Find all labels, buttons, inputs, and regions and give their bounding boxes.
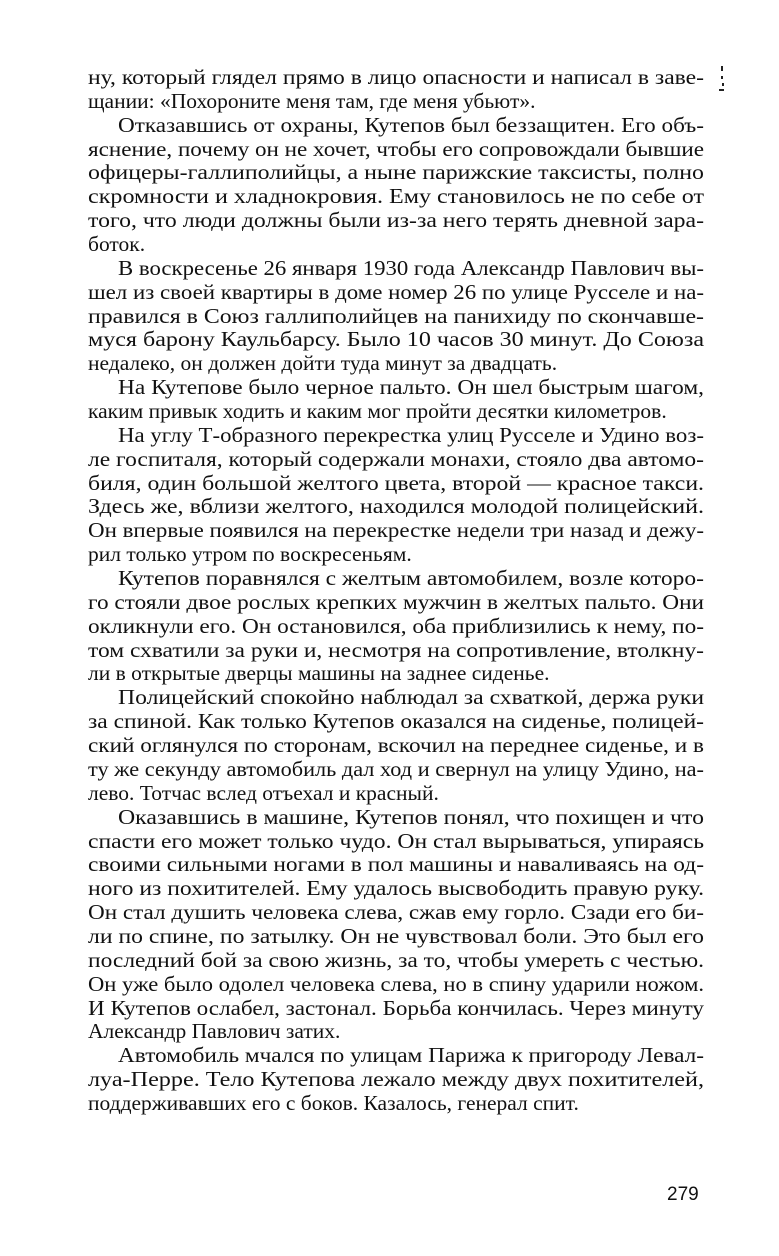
text-line-content: рил только утром по воскресеньям.	[88, 542, 412, 567]
text-line	[88, 853, 704, 877]
text-line	[88, 376, 704, 400]
text-line	[88, 615, 704, 639]
text-line	[88, 1092, 704, 1116]
text-line	[88, 639, 704, 663]
text-line	[88, 567, 704, 591]
paragraph	[88, 567, 704, 686]
text-line-content: Он впервые появился на перекрестке недели три назад и дежу-	[88, 518, 704, 543]
text-line-content: поддерживавших его с боков. Казалось, генерал спит.	[88, 1090, 579, 1115]
text-line	[88, 448, 704, 472]
text-line-content: каким привык ходить и каким мог пройти десятки километров.	[88, 399, 667, 424]
text-line	[88, 114, 704, 138]
text-line-content: ли в открытые дверцы машины на заднее сиденье.	[88, 661, 550, 686]
text-line-content: В воскресенье 26 января 1930 года Александр Павлович вы-	[118, 255, 704, 280]
paragraph	[88, 257, 704, 376]
text-line	[88, 1044, 704, 1068]
text-line	[88, 233, 704, 257]
text-line	[88, 782, 704, 806]
text-line	[88, 185, 704, 209]
text-line	[88, 424, 704, 448]
text-line-content: того, что люди должны были из-за него терять дневной зара-	[88, 208, 704, 233]
text-line-content: Он уже было одолел человека слева, но в спину ударили ножом.	[88, 971, 705, 996]
text-line	[88, 877, 704, 901]
text-line	[88, 901, 704, 925]
text-line-content: ский оглянулся по сторонам, вскочил на переднее сиденье, и в	[88, 733, 704, 758]
text-line-content: Автомобиль мчался по улицам Парижа к пригороду Левал-	[118, 1043, 704, 1068]
text-line	[88, 662, 704, 686]
paragraph	[88, 66, 704, 114]
text-line	[88, 495, 704, 519]
text-line	[88, 543, 704, 567]
text-line	[88, 1068, 704, 1092]
text-line-content: яснение, почему он не хочет, чтобы его сопровождали бывшие	[88, 136, 704, 161]
text-line	[88, 925, 704, 949]
text-line-content: лево. Тотчас вслед отъехал и красный.	[88, 780, 439, 805]
text-line	[88, 305, 704, 329]
text-line-content: правился в Союз галлиполийцев на панихиду по скончавше-	[88, 303, 704, 328]
text-line	[88, 591, 704, 615]
text-line	[88, 281, 704, 305]
text-line-content: На углу Т-образного перекрестка улиц Русселе и Удино воз-	[118, 422, 704, 447]
text-line	[88, 806, 704, 830]
text-line	[88, 758, 704, 782]
text-line-content: биля, один большой желтого цвета, второй — красное такси.	[88, 470, 704, 495]
text-line-content: Отказавшись от охраны, Кутепов был беззащитен. Его объ-	[118, 112, 704, 137]
text-line	[88, 90, 704, 114]
text-line	[88, 138, 704, 162]
text-line-content: На Кутепове было черное пальто. Он шел быстрым шагом,	[118, 375, 704, 400]
text-line	[88, 710, 704, 734]
text-line	[88, 66, 704, 90]
text-line-content: окликнули его. Он остановился, оба приблизились к нему, по-	[88, 613, 704, 638]
text-line	[88, 400, 704, 424]
text-line	[88, 209, 704, 233]
text-line-content: ли по спине, по затылку. Он не чувствовал боли. Это был его	[88, 923, 704, 948]
text-line-content: Здесь же, вблизи желтого, находился молодой полицейский.	[88, 494, 704, 519]
text-line-content: шел из своей квартиры в доме номер 26 по улице Русселе и на-	[88, 279, 704, 304]
text-line-content: боток.	[88, 232, 146, 257]
paragraph	[88, 1044, 704, 1116]
text-line	[88, 1020, 704, 1044]
paragraph	[88, 114, 704, 257]
paragraph	[88, 424, 704, 567]
text-line-content: ного из похитителей. Ему удалось высвободить правую руку.	[88, 876, 704, 901]
text-line-content: Кутепов поравнялся с желтым автомобилем, возле которо-	[118, 566, 704, 591]
text-line-content: за спиной. Как только Кутепов оказался на сиденье, полицей-	[88, 709, 704, 734]
text-line-content: скромности и хладнокровия. Ему становилось не по себе от	[88, 184, 704, 209]
text-line-content: Полицейский спокойно наблюдал за схваткой, держа руки	[118, 685, 704, 710]
text-line	[88, 830, 704, 854]
text-line	[88, 973, 704, 997]
text-line-content: ну, который глядел прямо в лицо опасности и написал в заве-	[88, 65, 704, 89]
text-line-content: муся барону Каульбарсу. Было 10 часов 30 минут. До Союза	[88, 327, 704, 352]
text-line-content: Александр Павлович затих.	[88, 1019, 341, 1044]
text-line-content: луа-Перре. Тело Кутепова лежало между двух похитителей,	[88, 1067, 704, 1092]
text-line	[88, 519, 704, 543]
text-line	[88, 352, 704, 376]
paragraph	[88, 686, 704, 805]
text-line	[88, 949, 704, 973]
text-line	[88, 997, 704, 1021]
paragraph	[88, 376, 704, 424]
page-number: 279	[667, 1184, 699, 1205]
text-line	[88, 686, 704, 710]
text-line-content: спасти его может только чудо. Он стал вырываться, упираясь	[88, 828, 704, 853]
text-line-content: го стояли двое рослых крепких мужчин в желтых пальто. Они	[88, 589, 704, 614]
text-line-content: своими сильными ногами в пол машины и наваливаясь на од-	[88, 852, 704, 877]
text-line-content: Оказавшись в машине, Кутепов понял, что похищен и что	[118, 804, 704, 829]
text-line-content: Он стал душить человека слева, сжав ему горло. Сзади его би-	[88, 900, 704, 925]
text-line-content: том схватили за руки и, несмотря на сопротивление, втолкну-	[88, 637, 704, 662]
text-line-content: ту же секунду автомобиль дал ход и свернул на улицу Удино, на-	[88, 756, 704, 781]
text-line-content: офицеры-галлиполийцы, а ныне парижские таксисты, полно	[88, 160, 704, 185]
text-line	[88, 161, 704, 185]
page-body-text	[88, 66, 704, 1116]
text-line	[88, 734, 704, 758]
text-line-content: ле госпиталя, который содержали монахи, стояло два автомо-	[88, 446, 704, 471]
margin-marks	[718, 66, 728, 96]
text-line	[88, 472, 704, 496]
paragraph	[88, 806, 704, 1045]
text-line-content: И Кутепов ослабел, застонал. Борьба кончилась. Через минуту	[88, 995, 704, 1020]
text-line	[88, 328, 704, 352]
text-line-content: щании: «Похороните меня там, где меня убьют».	[88, 88, 536, 113]
text-line	[88, 257, 704, 281]
text-line-content: недалеко, он должен дойти туда минут за двадцать.	[88, 351, 558, 376]
text-line-content: последний бой за свою жизнь, за то, чтобы умереть с честью.	[88, 947, 704, 972]
